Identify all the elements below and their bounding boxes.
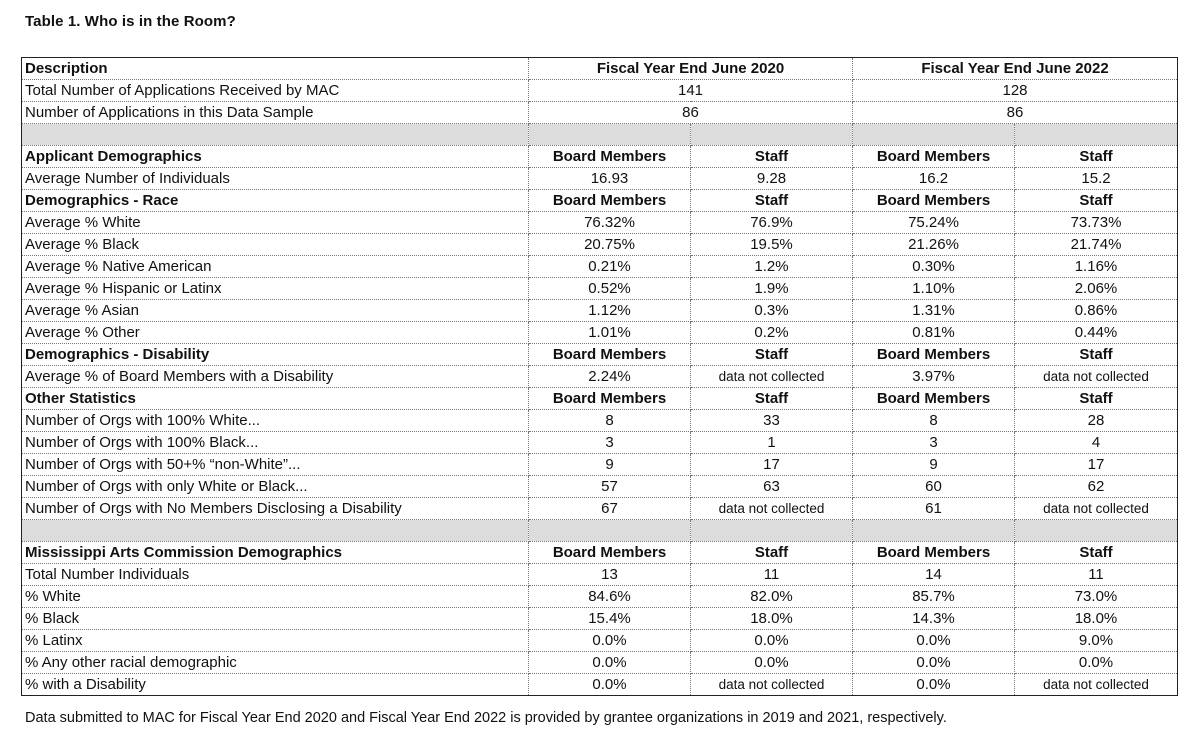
data-cell: 1.16% <box>1015 256 1178 278</box>
section-header-row <box>22 146 1178 168</box>
data-cell: 76.32% <box>529 212 691 234</box>
data-cell: 2.06% <box>1015 278 1178 300</box>
data-cell: 14.3% <box>853 608 1015 630</box>
column-subheader: Staff <box>691 344 853 366</box>
row-label: Average % Hispanic or Latinx <box>22 278 529 300</box>
data-cell: 0.0% <box>529 630 691 652</box>
data-cell: 75.24% <box>853 212 1015 234</box>
row-label: Average Number of Individuals <box>22 168 529 190</box>
row-label: Total Number Individuals <box>22 564 529 586</box>
table-row <box>22 674 1178 696</box>
column-subheader: Staff <box>691 146 853 168</box>
section-title: Demographics - Disability <box>22 344 529 366</box>
cell-fy2020: 141 <box>529 80 853 102</box>
table-row <box>22 278 1178 300</box>
column-subheader: Staff <box>1015 542 1178 564</box>
data-cell: 9.0% <box>1015 630 1178 652</box>
column-subheader: Staff <box>1015 388 1178 410</box>
data-cell: 67 <box>529 498 691 520</box>
data-cell: 62 <box>1015 476 1178 498</box>
table-row <box>22 168 1178 190</box>
data-cell: 15.4% <box>529 608 691 630</box>
column-subheader: Staff <box>1015 146 1178 168</box>
row-label: Number of Orgs with No Members Disclosing a Disability <box>22 498 529 520</box>
column-subheader: Board Members <box>853 190 1015 212</box>
table-row <box>22 256 1178 278</box>
data-cell: 0.2% <box>691 322 853 344</box>
data-cell: 16.93 <box>529 168 691 190</box>
data-cell: 0.0% <box>853 630 1015 652</box>
table-row <box>22 454 1178 476</box>
row-label: % Latinx <box>22 630 529 652</box>
column-subheader: Board Members <box>529 190 691 212</box>
cell-fy2022: 128 <box>853 80 1178 102</box>
row-label: Average % Native American <box>22 256 529 278</box>
data-cell: 0.52% <box>529 278 691 300</box>
column-subheader: Board Members <box>529 146 691 168</box>
data-cell: 0.3% <box>691 300 853 322</box>
data-cell: 17 <box>1015 454 1178 476</box>
data-cell: 9 <box>853 454 1015 476</box>
row-label: Average % Other <box>22 322 529 344</box>
data-cell: 33 <box>691 410 853 432</box>
data-cell: 0.44% <box>1015 322 1178 344</box>
section-title: Other Statistics <box>22 388 529 410</box>
column-subheader: Board Members <box>529 388 691 410</box>
spacer-cell <box>529 520 691 542</box>
data-cell: 2.24% <box>529 366 691 388</box>
data-cell: 85.7% <box>853 586 1015 608</box>
data-cell: 84.6% <box>529 586 691 608</box>
spacer-cell <box>1015 124 1178 146</box>
table-row <box>22 234 1178 256</box>
data-cell: 76.9% <box>691 212 853 234</box>
column-subheader: Staff <box>691 388 853 410</box>
data-cell: 0.86% <box>1015 300 1178 322</box>
row-label: Number of Orgs with 100% White... <box>22 410 529 432</box>
section-header-row <box>22 388 1178 410</box>
data-cell: 1.12% <box>529 300 691 322</box>
table-row <box>22 212 1178 234</box>
data-cell: 8 <box>529 410 691 432</box>
summary-row <box>22 80 1178 102</box>
section-header-row <box>22 344 1178 366</box>
spacer-cell <box>691 124 853 146</box>
row-label: Total Number of Applications Received by MAC <box>22 80 529 102</box>
data-cell: 73.0% <box>1015 586 1178 608</box>
data-cell: 14 <box>853 564 1015 586</box>
table-row <box>22 586 1178 608</box>
data-cell: 0.0% <box>529 674 691 696</box>
table-row <box>22 630 1178 652</box>
row-label: Number of Applications in this Data Sample <box>22 102 529 124</box>
demographics-table <box>21 57 1178 696</box>
section-title: Mississippi Arts Commission Demographics <box>22 542 529 564</box>
data-cell: 0.0% <box>691 652 853 674</box>
row-label: Average % White <box>22 212 529 234</box>
data-cell: 1.31% <box>853 300 1015 322</box>
data-cell: 1 <box>691 432 853 454</box>
row-label: Average % Asian <box>22 300 529 322</box>
table-row <box>22 322 1178 344</box>
data-cell: 0.0% <box>853 674 1015 696</box>
column-subheader: Board Members <box>853 542 1015 564</box>
spacer-cell <box>22 124 529 146</box>
data-cell: 16.2 <box>853 168 1015 190</box>
data-cell: 21.26% <box>853 234 1015 256</box>
row-label: % with a Disability <box>22 674 529 696</box>
column-subheader: Board Members <box>529 542 691 564</box>
spacer-cell <box>1015 520 1178 542</box>
data-cell: data not collected <box>691 366 853 388</box>
spacer-row <box>22 520 1178 542</box>
row-label: Average % of Board Members with a Disability <box>22 366 529 388</box>
table-row <box>22 498 1178 520</box>
header-fy2022: Fiscal Year End June 2022 <box>853 58 1178 80</box>
header-description: Description <box>22 58 529 80</box>
table-row <box>22 410 1178 432</box>
data-cell: 0.0% <box>691 630 853 652</box>
data-cell: 0.81% <box>853 322 1015 344</box>
spacer-cell <box>853 520 1015 542</box>
data-cell: 1.10% <box>853 278 1015 300</box>
column-subheader: Board Members <box>853 146 1015 168</box>
data-cell: 11 <box>691 564 853 586</box>
data-cell: data not collected <box>1015 674 1178 696</box>
footnote: Data submitted to MAC for Fiscal Year End 2020 and Fiscal Year End 2022 is provided by grantee organizations in 2019 and 2021, respectively. <box>25 710 947 726</box>
data-cell: 21.74% <box>1015 234 1178 256</box>
table-header-row <box>22 58 1178 80</box>
data-cell: 3 <box>853 432 1015 454</box>
data-cell: 18.0% <box>1015 608 1178 630</box>
data-cell: 17 <box>691 454 853 476</box>
section-header-row <box>22 190 1178 212</box>
column-subheader: Staff <box>1015 344 1178 366</box>
row-label: Average % Black <box>22 234 529 256</box>
summary-row <box>22 102 1178 124</box>
column-subheader: Board Members <box>529 344 691 366</box>
data-cell: 0.0% <box>853 652 1015 674</box>
data-cell: data not collected <box>691 674 853 696</box>
data-cell: 57 <box>529 476 691 498</box>
section-title: Demographics - Race <box>22 190 529 212</box>
row-label: Number of Orgs with 50+% “non-White”... <box>22 454 529 476</box>
data-cell: 0.21% <box>529 256 691 278</box>
data-cell: 8 <box>853 410 1015 432</box>
table-row <box>22 652 1178 674</box>
spacer-row <box>22 124 1178 146</box>
section-title: Applicant Demographics <box>22 146 529 168</box>
data-cell: 1.9% <box>691 278 853 300</box>
header-fy2020: Fiscal Year End June 2020 <box>529 58 853 80</box>
data-cell: 28 <box>1015 410 1178 432</box>
data-cell: 1.01% <box>529 322 691 344</box>
spacer-cell <box>529 124 691 146</box>
row-label: % Black <box>22 608 529 630</box>
table-row <box>22 432 1178 454</box>
section-header-row <box>22 542 1178 564</box>
row-label: % White <box>22 586 529 608</box>
data-cell: 82.0% <box>691 586 853 608</box>
data-cell: 18.0% <box>691 608 853 630</box>
data-cell: 20.75% <box>529 234 691 256</box>
column-subheader: Board Members <box>853 388 1015 410</box>
data-cell: 13 <box>529 564 691 586</box>
data-cell: data not collected <box>1015 498 1178 520</box>
row-label: Number of Orgs with 100% Black... <box>22 432 529 454</box>
data-cell: 15.2 <box>1015 168 1178 190</box>
table-row <box>22 300 1178 322</box>
data-cell: 60 <box>853 476 1015 498</box>
column-subheader: Staff <box>1015 190 1178 212</box>
data-cell: 73.73% <box>1015 212 1178 234</box>
row-label: % Any other racial demographic <box>22 652 529 674</box>
column-subheader: Staff <box>691 542 853 564</box>
data-cell: 61 <box>853 498 1015 520</box>
cell-fy2022: 86 <box>853 102 1178 124</box>
table-row <box>22 366 1178 388</box>
data-cell: 19.5% <box>691 234 853 256</box>
table-caption: Table 1. Who is in the Room? <box>25 13 236 30</box>
data-cell: data not collected <box>1015 366 1178 388</box>
data-cell: data not collected <box>691 498 853 520</box>
data-cell: 11 <box>1015 564 1178 586</box>
data-cell: 63 <box>691 476 853 498</box>
data-cell: 9.28 <box>691 168 853 190</box>
table-row <box>22 608 1178 630</box>
spacer-cell <box>853 124 1015 146</box>
data-cell: 0.30% <box>853 256 1015 278</box>
column-subheader: Staff <box>691 190 853 212</box>
cell-fy2020: 86 <box>529 102 853 124</box>
spacer-cell <box>22 520 529 542</box>
data-cell: 3.97% <box>853 366 1015 388</box>
table-row <box>22 476 1178 498</box>
data-cell: 1.2% <box>691 256 853 278</box>
table-row <box>22 564 1178 586</box>
column-subheader: Board Members <box>853 344 1015 366</box>
row-label: Number of Orgs with only White or Black... <box>22 476 529 498</box>
data-cell: 4 <box>1015 432 1178 454</box>
spacer-cell <box>691 520 853 542</box>
data-cell: 0.0% <box>529 652 691 674</box>
data-cell: 3 <box>529 432 691 454</box>
data-cell: 9 <box>529 454 691 476</box>
data-cell: 0.0% <box>1015 652 1178 674</box>
